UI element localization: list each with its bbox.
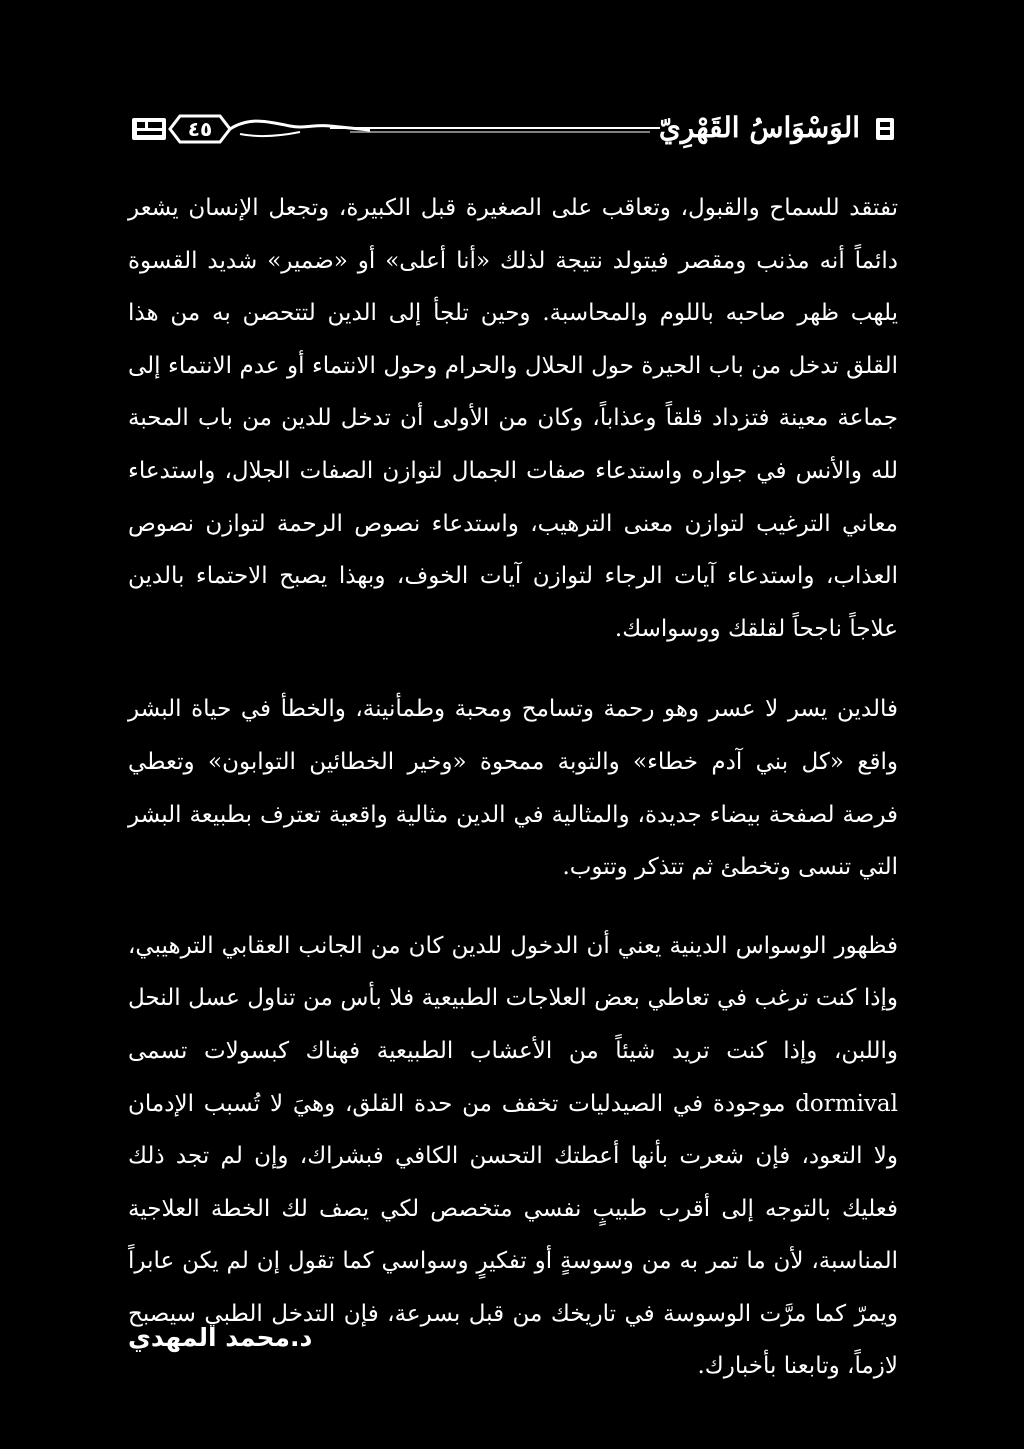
book-title: الوَسْوَاسُ القَهْرِيّ — [658, 111, 860, 144]
paragraph-3: فظهور الوسواس الدينية يعني أن الدخول للدين كان من الجانب العقابي الترهيبي، وإذا كنت ترغب في تعاطي بعض العلاجات الطبيعية فلا بأس من تناول عسل النحل واللبن، وإذا كنت تريد شيئاً من الأعشاب الطبيعية فهناك كبسولات تسمى dormival موجودة في الصيدليات تخفف من حدة القلق، وهيَ لا تُسبب الإدمان ولا التعود، فإن شعرت بأنها أعطتك التحسن الكافي فبشراك، وإن لم تجد ذلك فعليك بالتوجه إلى أقرب طبيبٍ نفسي متخصص لكي يصف لك الخطة العلاجية المناسبة، لأن ما تمر به من وسوسةٍ أو تفكيرٍ وسواسي كما تقول إن لم يكن عابراً ويمرّ كما مرَّت الوسوسة في تاريخك من قبل بسرعة، فإن التدخل الطبي سيصبح لازماً، وتابعنا بأخبارك. — [128, 932, 898, 1380]
paragraph-2: فالدين يسر لا عسر وهو رحمة وتسامح ومحبة وطمأنينة، والخطأ في حياة البشر واقع «كل بني آدم خطاء» والتوبة ممحوة «وخير الخطائين التوابون» وتعطي فرصة لصفحة بيضاء جديدة، والمثالية في الدين مثالية واقعية تعترف بطبيعة البشر التي تنسى وتخطئ ثم تتذكر وتتوب. — [128, 696, 898, 881]
body-text — [128, 182, 898, 1393]
page-number: ٤٥ — [187, 117, 213, 141]
author-signature: د.محمد المهدي — [128, 1323, 313, 1352]
page-header — [130, 108, 895, 150]
paragraph-1: تفتقد للسماح والقبول، وتعاقب على الصغيرة قبل الكبيرة، وتجعل الإنسان يشعر دائماً أنه مذنب ومقصر فيتولد نتيجة لذلك «أنا أعلى» أو «ضمير» شديد القسوة يلهب ظهر صاحبه باللوم والمحاسبة. وحين تلجأ إلى الدين لتتحصن به من هذا القلق تدخل من باب الحيرة حول الحلال والحرام وحول الانتماء أو عدم الانتماء إلى جماعة معينة فتزداد قلقاً وعذاباً، وكان من الأولى أن تدخل للدين من باب المحبة لله والأنس في جواره واستدعاء صفات الجمال لتوازن الصفات الجلال، واستدعاء معاني الترغيب لتوازن معنى الترهيب، واستدعاء نصوص الرحمة لتوازن نصوص العذاب، واستدعاء آيات الرجاء لتوازن آيات الخوف، وبهذا يصبح الاحتماء بالدين علاجاً ناجحاً لقلقك ووسواسك. — [128, 195, 898, 642]
